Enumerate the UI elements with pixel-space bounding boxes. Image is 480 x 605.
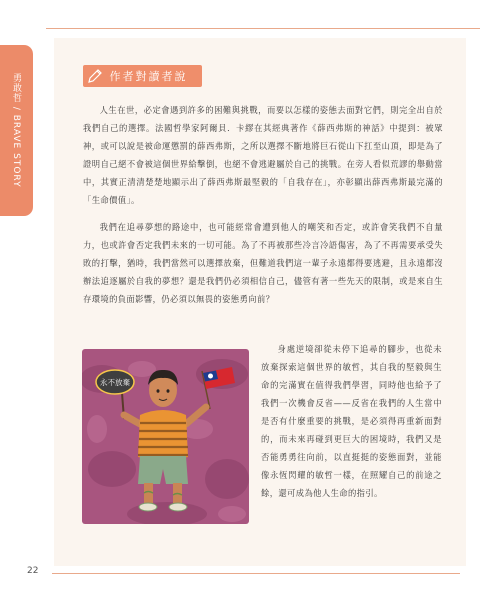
paragraph-1: 人生在世，必定會遇到許多的困難與挑戰，而要以怎樣的姿態去面對它們，則完全出自於我們自己的選擇。法國哲學家阿爾貝．卡繆在其經典著作《薛西弗斯的神話》中提到：被眾神，或可以說是被命運懲罰的薛西弗斯，之所以選擇不斷地將巨石從山下扛至山頂，即是為了證明自己絕不會被這個世界給擊倒，也絕不會逃避屬於自己的挑戰。在旁人看似荒謬的舉動當中，其實正清清楚楚地顯示出了薛西弗斯最堅毅的「自我存在」，亦彰顯出薛西弗斯最完滿的「生命價值」。 <box>83 105 443 205</box>
section-heading-text: 作者對讀者說 <box>109 70 188 83</box>
illustration <box>82 349 249 524</box>
sign-text: 永不放棄 <box>100 378 130 387</box>
top-rule <box>46 28 480 29</box>
side-tab-label: 勇敢哲 / BRAVE STORY <box>11 73 21 188</box>
bottom-rule <box>52 573 460 574</box>
paragraph-3: 身處逆境卻從未停下追尋的腳步，也從未放棄探索這個世界的敏哲，其自我的堅毅與生命的完滿實在值得我們學習，同時他也給予了我們一次機會反省——反省在我們的人生當中是否有什麼重要的挑戰，是必須得再重新面對的，而未來再碰到更巨大的困境時，我們又是否能勇勇往向前，以直挺挺的姿態面對，並能像永恆閃耀的敏哲一樣，在照耀自己的前途之餘，還可成為他人生命的指引。 <box>261 344 442 498</box>
section-heading <box>83 65 202 87</box>
paragraph-2: 我們在追尋夢想的路途中，也可能經常會遭到他人的嘲笑和否定，或許會笑我們不自量力，也或許會否定我們未來的一切可能。為了不再被那些冷言冷語傷害，為了不再需要承受失敗的打擊，猶時，我們當然可以選擇放棄，但難道我們這一輩子永遠都得要逃避，且永遠都沒辦法追逐屬於自我的夢想？還是我們仍必須相信自己，儘管有著一些先天的限制，或是來自生存環境的負面影響，仍必須以無畏的姿態勇向前？ <box>83 222 443 304</box>
side-tab <box>0 45 33 216</box>
page-number: 22 <box>27 566 39 576</box>
